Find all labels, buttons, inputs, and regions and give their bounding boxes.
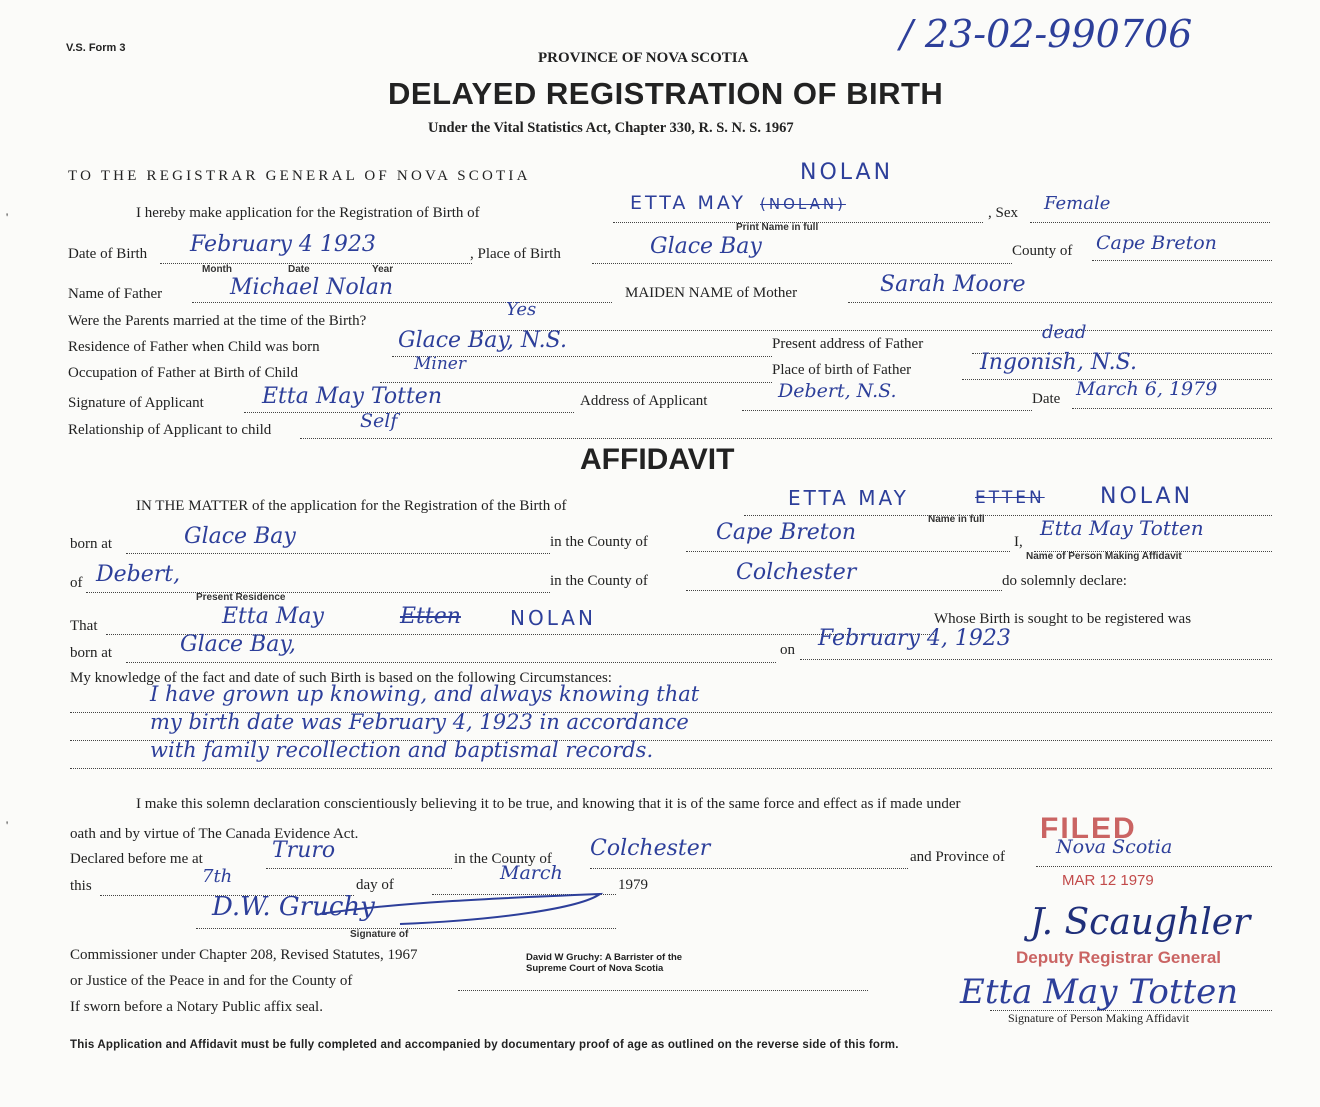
place-of-birth-line [592,263,1012,264]
year-value: 1979 [618,877,648,893]
date-line [1072,408,1272,409]
circumstance-text-1: I have grown up knowing, and always knowing that [150,682,700,706]
child-name-correction: NOLAN [800,160,894,185]
knowledge-label: My knowledge of the fact and date of such Birth is based on the following Circumstances: [70,670,612,686]
matter-surname-value: NOLAN [1100,484,1194,509]
matter-label: IN THE MATTER of the application for the Registration of the Birth of [136,498,567,514]
born-at-label: born at [70,536,113,552]
that-label: That [70,618,98,634]
born-county-line [686,551,1010,552]
declared-county-value: Colchester [590,836,711,861]
address-applicant-line [742,410,1032,411]
dob-year-caption: Year [372,264,394,275]
born-at2-value: Glace Bay, [180,632,296,657]
of-line [86,592,550,593]
declared-county-line [590,868,908,869]
that-value: Etta May [222,604,324,629]
date-value: March 6, 1979 [1076,378,1218,400]
filed-stamp: FILED [1040,812,1137,845]
county-line [1092,260,1272,261]
justice-county-line [458,990,868,991]
born-at-value: Glace Bay [184,524,296,549]
matter-name-crossed: ETTEN [975,488,1045,508]
of-label: of [70,575,83,591]
on-label: on [780,642,795,658]
month-value: March [500,862,563,884]
margin-mark-1: ' [6,210,9,224]
born-county-label: in the County of [550,534,648,550]
affiant-signature: Etta May Totten [960,972,1239,1012]
notary-label: If sworn before a Notary Public affix seal. [70,999,323,1015]
child-name-value: ETTA MAY [630,192,746,214]
this-label: this [70,878,92,894]
father-birthplace-value: Ingonish, N.S. [980,350,1137,375]
affiant-caption: Name of Person Making Affidavit [1026,551,1182,562]
declaration-line-2: oath and by virtue of The Canada Evidence Act. [70,826,359,842]
affidavit-heading: AFFIDAVIT [580,443,735,476]
residence-county-label: in the County of [550,573,648,589]
signature-applicant-label: Signature of Applicant [68,395,204,411]
application-intro: I hereby make application for the Registration of Birth of [136,205,480,221]
relationship-value: Self [360,410,398,432]
day-value: 7th [202,866,233,887]
province-value: Nova Scotia [1056,836,1173,858]
commissioner-label: Commissioner under Chapter 208, Revised Statutes, 1967 [70,947,418,963]
dob-month-caption: Month [202,264,232,275]
filed-date-stamp: MAR 12 1979 [1062,872,1154,889]
day-label: day of [356,877,394,893]
declared-place-line [266,868,452,869]
occupation-line [380,382,772,383]
signature-applicant-value: Etta May Totten [262,384,442,409]
present-residence-caption: Present Residence [196,592,286,603]
married-line [480,330,1272,331]
residence-father-value: Glace Bay, N.S. [398,328,567,353]
signature-of-caption: Signature of [350,929,409,940]
present-address-father-label: Present address of Father [772,336,924,352]
place-of-birth-value: Glace Bay [650,234,762,259]
footer-notice: This Application and Affidavit must be fully completed and accompanied by documentary proof of age as outlined on the reverse side of this form. [70,1039,899,1051]
commissioner-signature: D.W. Gruchy [212,892,375,922]
relationship-label: Relationship of Applicant to child [68,422,272,438]
name-in-full-caption: Name in full [928,514,985,525]
born-at2-line [126,662,776,663]
province-heading: PROVINCE OF NOVA SCOTIA [538,50,749,66]
on-value: February 4, 1923 [818,626,1011,651]
matter-name-value: ETTA MAY [788,486,909,510]
circumstances-line-3 [70,768,1272,769]
place-of-birth-label: , Place of Birth [470,246,561,262]
father-label: Name of Father [68,286,163,302]
born-at-line [126,553,550,554]
occupation-label: Occupation of Father at Birth of Child [68,365,298,381]
province-label: and Province of [910,849,1005,865]
residence-county-value: Colchester [736,560,857,585]
whose-birth-label: Whose Birth is sought to be registered was [934,611,1192,627]
county-value: Cape Breton [1096,232,1217,254]
affiant-value: Etta May Totten [1040,516,1204,540]
that-crossed: Etten [400,604,461,629]
deputy-registrar-stamp: Deputy Registrar General [1016,948,1222,967]
father-line [192,302,612,303]
dob-date-caption: Date [288,264,310,275]
form-id: V.S. Form 3 [66,42,126,54]
declaration-line-1: I make this solemn declaration conscientiously believing it to be true, and knowing that it is of the same force and effect as if made under [136,796,961,812]
residence-father-label: Residence of Father when Child was born [68,339,320,355]
mother-value: Sarah Moore [880,272,1026,297]
registration-number: / 23-02-990706 [900,12,1193,56]
sex-line [1030,222,1270,223]
dob-value: February 4 1923 [190,232,376,257]
born-county-value: Cape Breton [716,520,857,545]
father-birthplace-label: Place of birth of Father [772,362,912,378]
margin-mark-2: ' [6,818,9,832]
declared-label: Declared before me at [70,851,203,867]
child-surname-crossed: (NOLAN) [760,195,846,213]
married-value: Yes [506,299,537,320]
mother-line [848,302,1272,303]
province-line [1036,866,1272,867]
relationship-line [300,438,1272,439]
to-registrar-line: TO THE REGISTRAR GENERAL OF NOVA SCOTIA [68,168,531,184]
address-applicant-label: Address of Applicant [580,393,708,409]
occupation-value: Miner [414,354,466,374]
declared-county-label: in the County of [454,851,552,867]
i-label: I, [1014,534,1023,550]
print-name-caption: Print Name in full [736,222,819,233]
dob-label: Date of Birth [68,246,148,262]
signature-applicant-line [244,412,574,413]
declared-place-value: Truro [272,838,336,863]
married-label: Were the Parents married at the time of the Birth? [68,313,367,329]
commissioner-signature-flourish [200,884,620,934]
mother-label: MAIDEN NAME of Mother [625,285,798,301]
registrar-signature: J. Scaughler [1030,902,1251,943]
sex-label: , Sex [988,205,1018,221]
present-address-father-value: dead [1042,322,1087,343]
justice-label: or Justice of the Peace in and for the County of [70,973,353,989]
date-label: Date [1032,391,1061,407]
on-line [800,659,1272,660]
that-surname: NOLAN [510,606,596,630]
county-label: County of [1012,243,1073,259]
address-applicant-value: Debert, N.S. [778,380,897,402]
circumstance-text-3: with family recollection and baptismal records. [150,738,654,762]
declare-label: do solemnly declare: [1002,573,1127,589]
father-value: Michael Nolan [230,275,394,300]
sex-value: Female [1044,193,1111,214]
residence-county-line [686,590,1002,591]
affiant-signature-caption: Signature of Person Making Affidavit [1008,1011,1190,1025]
form-title: DELAYED REGISTRATION OF BIRTH [388,76,944,111]
form-subtitle: Under the Vital Statistics Act, Chapter 330, R. S. N. S. 1967 [428,120,794,136]
barrister-stamp-line-2: Supreme Court of Nova Scotia [526,963,664,974]
barrister-stamp-line-1: David W Gruchy: A Barrister of the [526,952,683,963]
circumstance-text-2: my birth date was February 4, 1923 in accordance [150,710,689,734]
of-value: Debert, [96,562,181,587]
born-at2-label: born at [70,645,113,661]
